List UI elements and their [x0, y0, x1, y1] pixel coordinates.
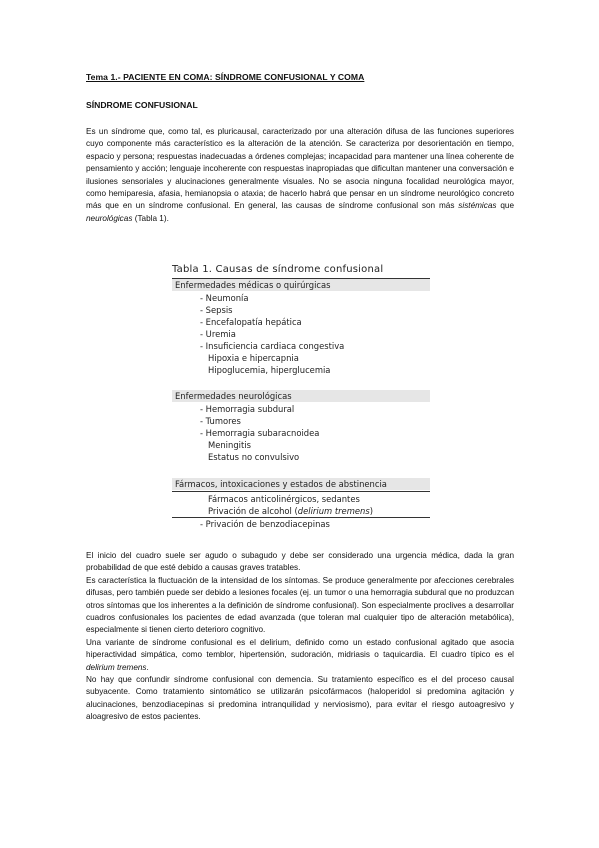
delirium-text-2: . [146, 662, 149, 672]
document-title: Tema 1.- PACIENTE EN COMA: SÍNDROME CONFUSIONAL Y COMA [86, 72, 365, 82]
table-item: Hipoxia e hipercapnia [208, 353, 299, 363]
paragraph-delirium [86, 637, 514, 674]
intro-text-3: (Tabla 1). [132, 213, 169, 223]
table-item-emphasis: delirium tremens [297, 506, 370, 516]
table-item: - Hemorragia subaracnoidea [200, 428, 320, 438]
table-section-header-drugs: Fármacos, intoxicaciones y estados de abstinencia [172, 478, 430, 490]
intro-emphasis-systemic: sistémicas [458, 201, 497, 211]
table-item: Estatus no convulsivo [208, 452, 300, 462]
table-item: - Encefalopatía hepática [200, 317, 302, 327]
table-item-text: Privación de alcohol ( [208, 506, 298, 516]
table-item: - Tumores [200, 416, 241, 426]
table-item: - Uremia [200, 329, 236, 339]
table-section-rule [172, 491, 430, 492]
section-heading: SÍNDROME CONFUSIONAL [86, 100, 198, 110]
table-item: - Insuficiencia cardiaca congestiva [200, 341, 345, 351]
table-section-header-neurologic: Enfermedades neurológicas [172, 390, 430, 402]
table-section-header-medical: Enfermedades médicas o quirúrgicas [172, 279, 430, 291]
delirium-emphasis: delirium tremens [86, 662, 147, 672]
table-caption: Tabla 1. Causas de síndrome confusional [172, 264, 384, 275]
table-item: - Sepsis [200, 305, 233, 315]
table-item: Meningitis [208, 440, 251, 450]
intro-text-2: que [496, 201, 515, 211]
delirium-text-1: Una variante de síndrome confusional es el delirium, definido como un estado confusional agitado que asocia hiperactividad simpática, como temblor, hipertensión, sudoración, midriasis o taquicardia. El cuadro típico es el [86, 637, 514, 660]
paragraph-onset: El inicio del cuadro suele ser agudo o subagudo y debe ser considerado una urgencia médica, dada la gran probabilidad de que esté debido a causas graves tratables. [86, 551, 514, 573]
table-item: Fármacos anticolinérgicos, sedantes [208, 494, 360, 504]
table-item: - Neumonía [200, 293, 249, 303]
table-item [208, 505, 373, 517]
paragraph-dementia: No hay que confundir síndrome confusional con demencia. Su tratamiento específico es el del proceso causal subyacente. Como tratamiento sintomático se utilizarán psicofármacos (haloperidol si predomina agitación y alucinaciones, benzodiacepinas si predomina intranquilidad y nerviosismo), para evitar el riesgo autoagresivo y aloagresivo de estos pacientes. [86, 675, 514, 722]
table-item: Hipoglucemia, hiperglucemia [208, 365, 331, 375]
paragraph-fluctuation: Es característica la fluctuación de la intensidad de los síntomas. Se produce generalmente por afecciones cerebrales difusas, pero también puede ser debido a lesiones focales (ej. un tumor o una hemorragia subdural que no produzcan otros síntomas que los inherentes a la definición de síndrome confusional). Son especialmente proclives a desarrollar cuadros confusionales los pacientes de edad avanzada (que toleran mal cualquier tipo de alteración metabólica), especialmente si tienen cierto deterioro cognitivo. [86, 575, 514, 635]
table-item-text: ) [369, 506, 373, 516]
intro-text-1: Es un síndrome que, como tal, es pluricausal, caracterizado por una alteración difusa de las funciones superiores cuyo componente más característico es la alteración de la atención. Se caracteriza por desorientación en tiempo, espacio y persona; respuestas inadecuadas a órdenes complejas; incapacidad para mantener una línea coherente de pensamiento y acción; lenguaje incoherente con respuestas inapropiadas que dificultan mantener una conversación e ilusiones sensoriales y alucinaciones generalmente visuales. No se asocia ninguna focalidad neurológica mayor, como hemiparesia, afasia, hemianopsia o ataxia; de hacerlo habrá que pensar en un síndrome neurológico concreto más que en un síndrome confusional. En general, las causas de síndrome confusional son más [86, 127, 514, 211]
table-item: - Privación de benzodiacepinas [200, 519, 330, 529]
table-item: - Hemorragia subdural [200, 404, 295, 414]
intro-paragraph [86, 126, 514, 225]
intro-emphasis-neurologic: neurológicas [86, 213, 133, 223]
body-paragraphs [86, 550, 514, 724]
causes-table-figure [168, 264, 430, 532]
